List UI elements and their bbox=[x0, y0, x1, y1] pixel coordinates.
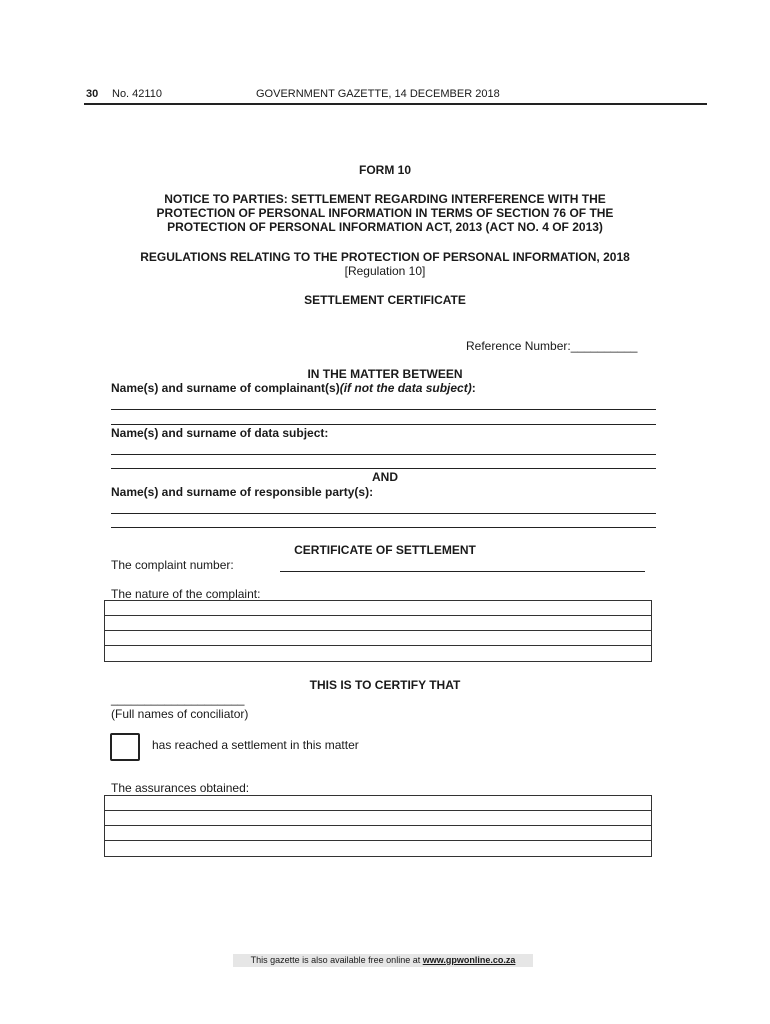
complaint-nature-box[interactable] bbox=[104, 600, 652, 662]
assurances-row[interactable] bbox=[105, 826, 651, 841]
footer-text: This gazette is also available free online at bbox=[250, 955, 423, 965]
conciliator-label: (Full names of conciliator) bbox=[111, 707, 249, 721]
complaint-nature-row[interactable] bbox=[105, 646, 651, 661]
certificate-of-settlement-heading: CERTIFICATE OF SETTLEMENT bbox=[294, 543, 476, 557]
responsible-party-line-1[interactable] bbox=[111, 513, 656, 514]
responsible-party-line-2[interactable] bbox=[111, 527, 656, 528]
reference-blank[interactable]: __________ bbox=[570, 339, 638, 353]
data-subject-line-2[interactable] bbox=[111, 468, 656, 469]
assurances-label: The assurances obtained: bbox=[111, 781, 250, 795]
assurances-row[interactable] bbox=[105, 796, 651, 811]
footer-banner bbox=[233, 954, 533, 967]
certify-heading: THIS IS TO CERTIFY THAT bbox=[309, 678, 461, 692]
regulation-ref: [Regulation 10] bbox=[344, 264, 426, 278]
header-rule bbox=[84, 103, 707, 105]
complainant-line-2[interactable] bbox=[111, 424, 656, 425]
page-number: 30 bbox=[86, 88, 99, 100]
data-subject-label: Name(s) and surname of data subject: bbox=[111, 426, 329, 440]
settlement-text: has reached a settlement in this matter bbox=[152, 738, 359, 752]
notice-title-line1: NOTICE TO PARTIES: SETTLEMENT REGARDING INTERFERENCE WITH THE bbox=[164, 192, 606, 206]
assurances-row[interactable] bbox=[105, 841, 651, 856]
notice-title-line3: PROTECTION OF PERSONAL INFORMATION ACT, 2013 (ACT NO. 4 OF 2013) bbox=[167, 220, 603, 234]
complaint-number-label: The complaint number: bbox=[111, 558, 234, 572]
reference-number-label bbox=[466, 339, 637, 353]
footer-link[interactable]: www.gpwonline.co.za bbox=[422, 955, 516, 965]
complaint-nature-label: The nature of the complaint: bbox=[111, 587, 261, 601]
complainant-note: (if not the data subject) bbox=[339, 381, 472, 395]
and-label: AND bbox=[372, 470, 398, 484]
complainant-line-1[interactable] bbox=[111, 409, 656, 410]
reference-label-text: Reference Number: bbox=[466, 339, 571, 353]
gazette-title: GOVERNMENT GAZETTE, 14 DECEMBER 2018 bbox=[256, 88, 500, 100]
data-subject-line-1[interactable] bbox=[111, 454, 656, 455]
complaint-nature-row[interactable] bbox=[105, 616, 651, 631]
form-number: FORM 10 bbox=[358, 163, 411, 177]
complaint-nature-row[interactable] bbox=[105, 631, 651, 646]
issue-number: No. 42110 bbox=[112, 88, 162, 100]
complainant-label bbox=[111, 381, 476, 395]
conciliator-name-blank[interactable]: ____________________ bbox=[111, 692, 245, 706]
certificate-title: SETTLEMENT CERTIFICATE bbox=[304, 293, 466, 307]
complaint-number-line[interactable] bbox=[280, 571, 645, 572]
matter-between-heading: IN THE MATTER BETWEEN bbox=[307, 367, 463, 381]
assurances-row[interactable] bbox=[105, 811, 651, 826]
complainant-colon: : bbox=[471, 381, 476, 395]
complainant-label-text: Name(s) and surname of complainant(s) bbox=[111, 381, 340, 395]
regulations-title: REGULATIONS RELATING TO THE PROTECTION OF PERSONAL INFORMATION, 2018 bbox=[140, 250, 630, 264]
assurances-box[interactable] bbox=[104, 795, 652, 857]
responsible-party-label: Name(s) and surname of responsible party(s): bbox=[111, 485, 374, 499]
notice-title-line2: PROTECTION OF PERSONAL INFORMATION IN TERMS OF SECTION 76 OF THE bbox=[156, 206, 614, 220]
complaint-nature-row[interactable] bbox=[105, 601, 651, 616]
settlement-checkbox[interactable] bbox=[110, 733, 140, 761]
